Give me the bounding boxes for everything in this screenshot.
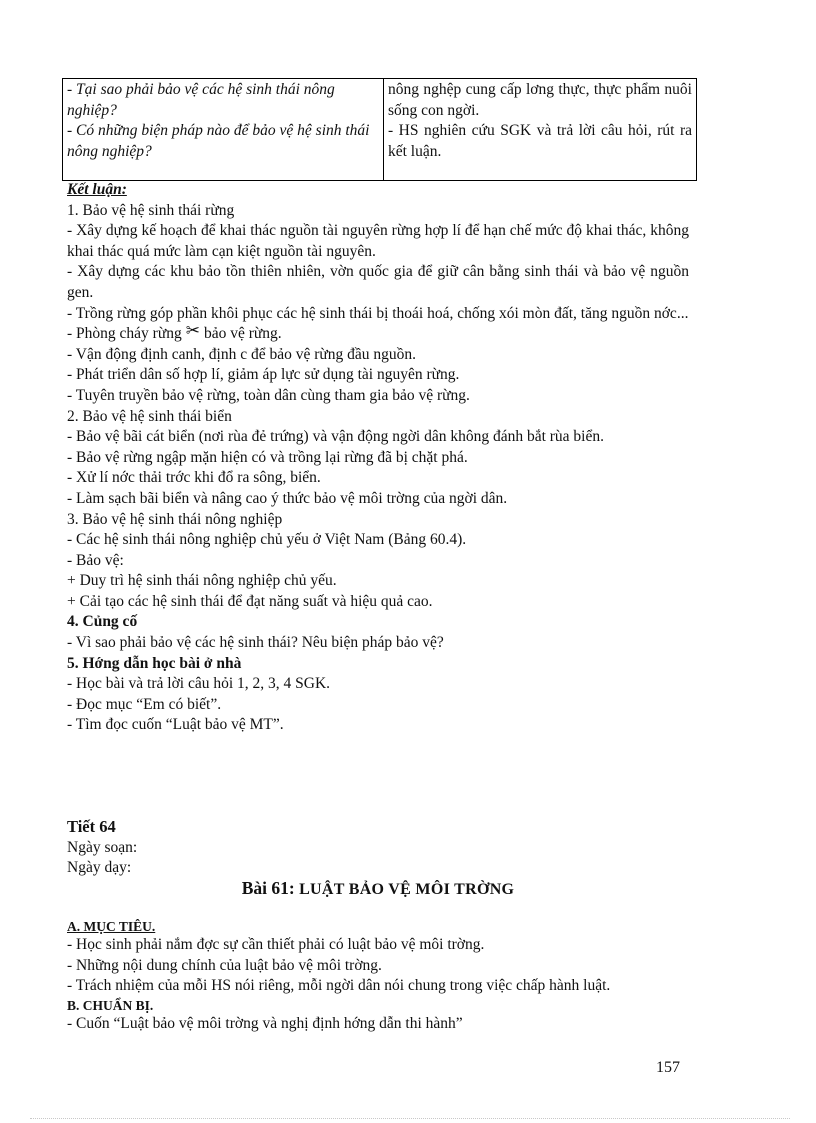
footer-divider xyxy=(30,1118,790,1119)
text-line: - Xử lí nớc thải trớc khi đổ ra sông, biển. xyxy=(67,469,321,487)
question-line: - Tại sao phải bảo vệ các hệ sinh thái nông nghiệp? xyxy=(67,81,335,119)
lesson-title-main: LUẬT BẢO VỆ MÔI TRỜNG xyxy=(299,881,515,898)
text-line: - Tìm đọc cuốn “Luật bảo vệ MT”. xyxy=(67,716,284,734)
section-heading-reinforce: 4. Củng cố xyxy=(67,613,138,631)
text-line: + Duy trì hệ sinh thái nông nghiệp chủ yếu. xyxy=(67,572,337,590)
text-line: - Xây dựng kế hoạch để khai thác nguồn tài nguyên rừng hợp lí để hạn chế mức độ khai thác, không khai thác quá mức làm cạn kiệt nguồn tài nguyên. xyxy=(67,222,689,260)
objectives-section xyxy=(67,918,689,1034)
page-number: 157 xyxy=(656,1059,680,1076)
lesson-title-prefix: Bài 61: xyxy=(241,878,295,898)
prep-date-label: Ngày soạn: xyxy=(67,838,138,856)
table-cell-answers xyxy=(384,79,697,181)
table-row xyxy=(63,79,697,181)
text-fragment: bảo vệ rừng. xyxy=(203,325,282,343)
text-line: - Học sinh phải nắm đợc sự cần thiết phải có luật bảo vệ môi trờng. xyxy=(67,936,485,953)
text-line: - Đọc mục “Em có biết”. xyxy=(67,695,222,713)
text-line: - Cuốn “Luật bảo vệ môi trờng và nghị định hớng dẫn thi hành” xyxy=(67,1014,463,1032)
teach-date-label: Ngày dạy: xyxy=(67,859,132,877)
answer-line: nông nghệp cung cấp lơng thực, thực phẩm nuôi sống con ngời. xyxy=(388,81,692,119)
preparation-heading: B. CHUẨN BỊ. xyxy=(67,997,154,1013)
text-line: - Làm sạch bãi biển và nâng cao ý thức bảo vệ môi trờng của ngời dân. xyxy=(67,489,508,507)
text-line: + Cải tạo các hệ sinh thái để đạt năng suất và hiệu quả cao. xyxy=(67,592,433,610)
table-cell-questions xyxy=(63,79,384,181)
text-line: 2. Bảo vệ hệ sinh thái biển xyxy=(67,407,232,425)
text-line-fire xyxy=(67,321,689,345)
text-line: - Trách nhiệm của mỗi HS nói riêng, mỗi ngời dân nói chung trong việc chấp hành luật. xyxy=(67,977,611,995)
qa-table xyxy=(62,78,697,181)
text-line: 1. Bảo vệ hệ sinh thái rừng xyxy=(67,201,235,219)
text-line: - Tuyên truyền bảo vệ rừng, toàn dân cùng tham gia bảo vệ rừng. xyxy=(67,386,470,404)
text-line: - Trồng rừng góp phần khôi phục các hệ sinh thái bị thoái hoá, chống xói mòn đất, tăng nguồn nớc... xyxy=(67,304,689,322)
text-line: - Các hệ sinh thái nông nghiệp chủ yếu ở Việt Nam (Bảng 60.4). xyxy=(67,531,467,549)
text-line: - Vì sao phải bảo vệ các hệ sinh thái? Nêu biện pháp bảo vệ? xyxy=(67,634,444,652)
text-line: 3. Bảo vệ hệ sinh thái nông nghiệp xyxy=(67,510,283,528)
text-line: - Vận động định canh, định c để bảo vệ rừng đầu nguồn. xyxy=(67,345,417,363)
section-heading-homework: 5. Hớng dẫn học bài ở nhà xyxy=(67,654,242,672)
conclusion-heading: Kết luận: xyxy=(67,181,127,198)
lesson-period: Tiết 64 xyxy=(67,817,116,836)
objectives-heading: A. MỤC TIÊU. xyxy=(67,919,156,934)
text-line: - Bảo vệ bãi cát biển (nơi rùa đẻ trứng) và vận động ngời dân không đánh bắt rùa biển. xyxy=(67,428,604,446)
text-line: - Bảo vệ: xyxy=(67,551,124,569)
conclusion-section xyxy=(67,180,689,736)
answer-line: - HS nghiên cứu SGK và trả lời câu hỏi, rút ra kết luận. xyxy=(388,122,692,160)
text-fragment: - Phòng cháy rừng xyxy=(67,325,182,343)
question-line: - Có những biện pháp nào để bảo vệ hệ sinh thái nông nghiệp? xyxy=(67,122,370,160)
text-line: - Phát triển dân số hợp lí, giảm áp lực sử dụng tài nguyên rừng. xyxy=(67,366,460,384)
text-line: - Xây dựng các khu bảo tồn thiên nhiên, vờn quốc gia để giữ cân bằng sinh thái và bảo vệ nguồn gen. xyxy=(67,263,689,301)
lesson-title xyxy=(67,878,689,899)
lesson-header xyxy=(67,817,689,879)
text-line: - Học bài và trả lời câu hỏi 1, 2, 3, 4 SGK. xyxy=(67,675,331,693)
scissors-icon: ✂ xyxy=(185,321,200,341)
text-line: - Bảo vệ rừng ngập mặn hiện có và trồng lại rừng đã bị chặt phá. xyxy=(67,448,468,466)
text-line: - Những nội dung chính của luật bảo vệ môi trờng. xyxy=(67,956,382,974)
